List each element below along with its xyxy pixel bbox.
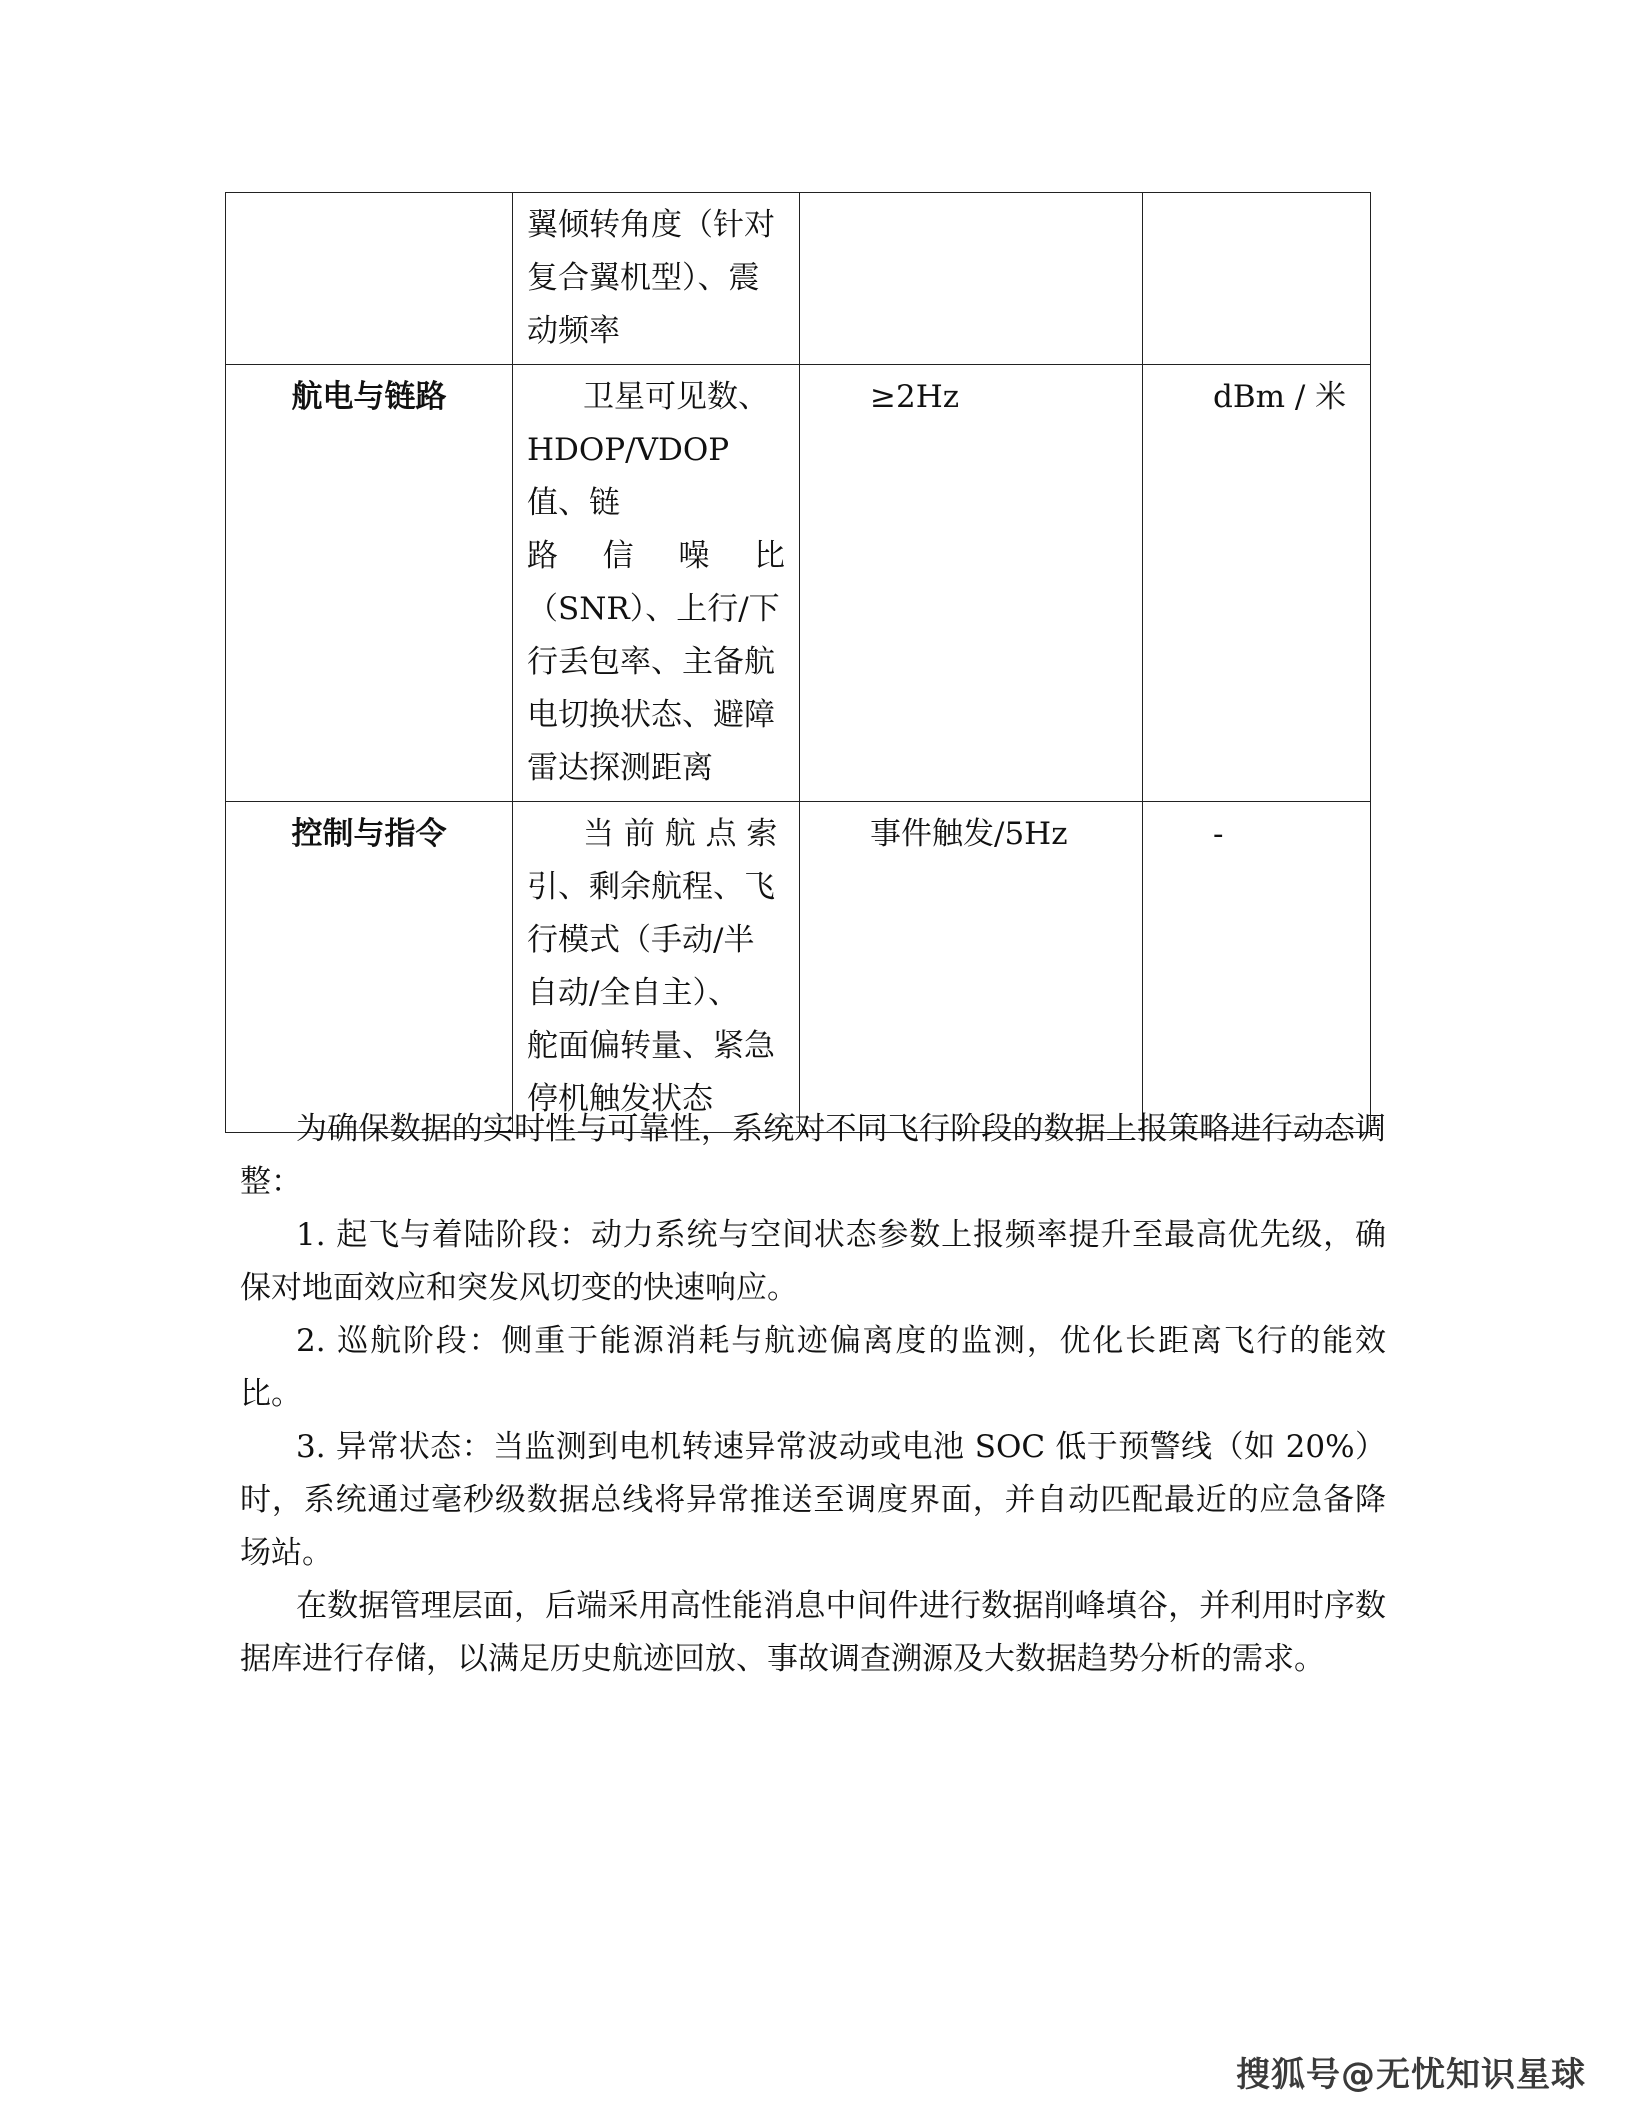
params-line: 路 信 噪 比 xyxy=(527,538,785,574)
params-line: 雷达探测距离 xyxy=(527,750,713,786)
params-line: 引、剩余航程、飞 xyxy=(527,869,775,905)
category-cell: 航电与链路 xyxy=(226,365,513,802)
params-line: 自动/全自主）、 xyxy=(527,975,739,1011)
frequency-cell: ≥2Hz xyxy=(800,365,1143,802)
table-row xyxy=(226,193,1371,365)
watermark: 搜狐号@无忧知识星球 xyxy=(1236,2055,1586,2095)
list-item: 2. 巡航阶段：侧重于能源消耗与航迹偏离度的监测，优化长距离飞行的能效比。 xyxy=(240,1323,1386,1412)
params-line: 卫星可见数、 xyxy=(583,379,769,415)
params-line: 行丢包率、主备航 xyxy=(527,644,775,680)
params-cell xyxy=(513,802,800,1133)
unit-cell: - xyxy=(1143,802,1371,1133)
params-cell xyxy=(513,365,800,802)
frequency-cell: 事件触发/5Hz xyxy=(800,802,1143,1133)
params-line: 当 前 航 点 索 xyxy=(583,816,778,852)
params-line: 行模式（手动/半 xyxy=(527,922,755,958)
params-line: 舵面偏转量、紧急 xyxy=(527,1028,775,1064)
closing-paragraph: 在数据管理层面，后端采用高性能消息中间件进行数据削峰填谷，并利用时序数据库进行存储，以满足历史航迹回放、事故调查溯源及大数据趋势分析的需求。 xyxy=(240,1588,1386,1677)
intro-paragraph: 为确保数据的实时性与可靠性，系统对不同飞行阶段的数据上报策略进行动态调整： xyxy=(240,1111,1386,1200)
table-row xyxy=(226,802,1371,1133)
params-line: 复合翼机型）、震 xyxy=(527,260,760,296)
params-cell xyxy=(513,193,800,365)
list-item: 1. 起飞与着陆阶段：动力系统与空间状态参数上报频率提升至最高优先级，确保对地面效应和突发风切变的快速响应。 xyxy=(240,1217,1386,1306)
unit-cell: dBm / 米 xyxy=(1143,365,1371,802)
category-cell xyxy=(226,193,513,365)
category-cell: 控制与指令 xyxy=(226,802,513,1133)
frequency-cell xyxy=(800,193,1143,365)
body-text xyxy=(240,1103,1386,1686)
params-line: 动频率 xyxy=(527,313,620,349)
table-row xyxy=(226,365,1371,802)
list-item: 3. 异常状态：当监测到电机转速异常波动或电池 SOC 低于预警线（如 20%）时，系统通过毫秒级数据总线将异常推送至调度界面，并自动匹配最近的应急备降场站。 xyxy=(240,1429,1386,1571)
params-line: 停机触发状态 xyxy=(527,1081,713,1117)
params-line: （SNR）、上行/下 xyxy=(527,591,780,627)
params-line: HDOP/VDOP 值、链 xyxy=(527,432,730,521)
unit-cell xyxy=(1143,193,1371,365)
parameter-table xyxy=(225,192,1371,1133)
params-line: 翼倾转角度（针对 xyxy=(527,207,775,243)
params-line: 电切换状态、避障 xyxy=(527,697,775,733)
